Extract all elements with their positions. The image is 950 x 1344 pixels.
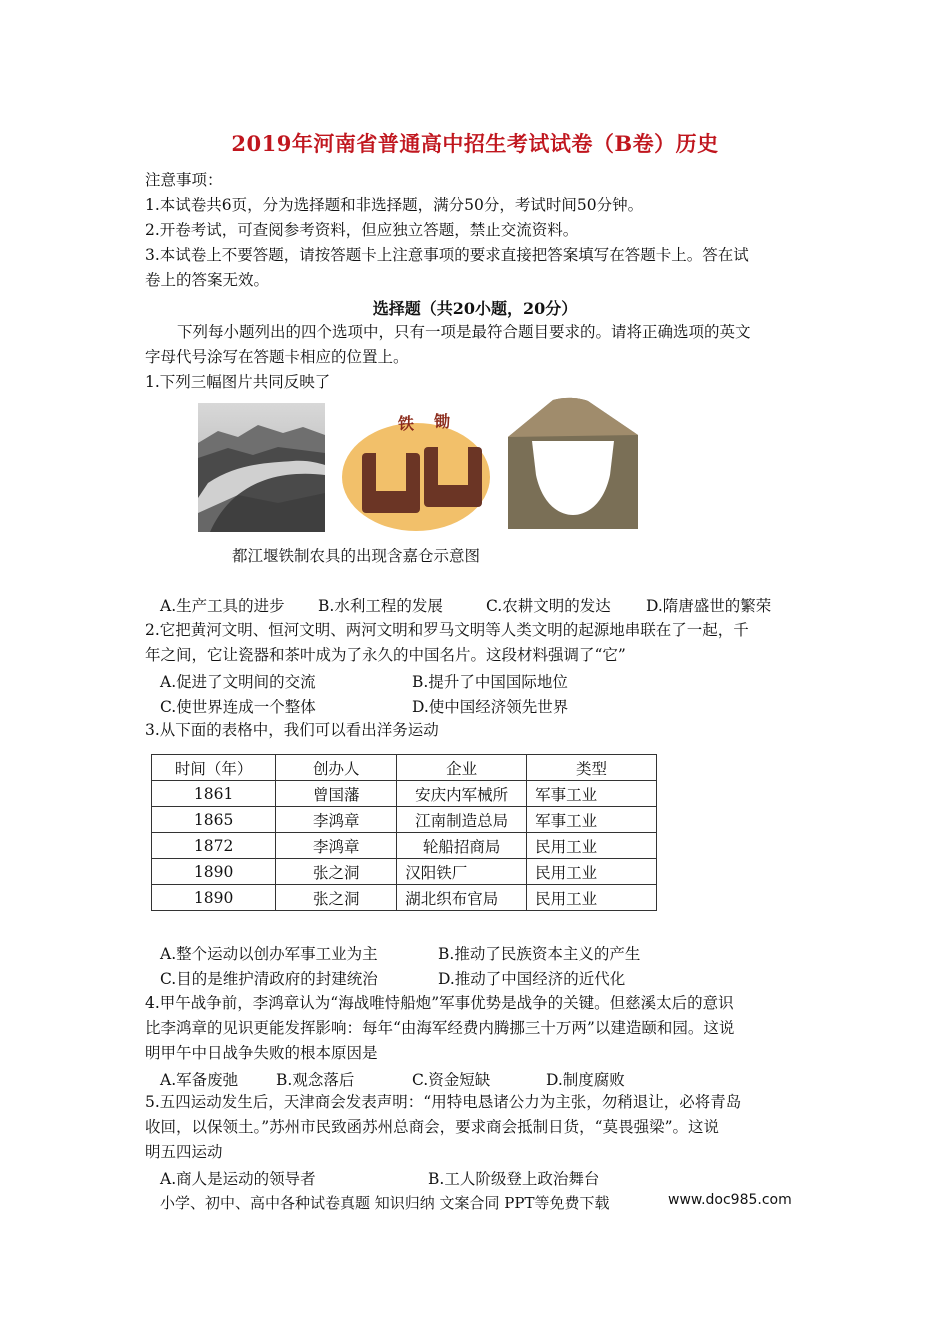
yangwu-table <box>151 754 657 911</box>
question-1-stem: 1.下列三幅图片共同反映了 <box>145 373 331 391</box>
q5-option-a: A.商人是运动的领导者 <box>160 1170 316 1188</box>
table-row <box>152 833 657 859</box>
question-5-stem: 收回，以保领土。”苏州市民致函苏州总商会，要求商会抵制日货，“莫畏强梁”。这说 <box>145 1118 720 1136</box>
q1-option-a: A.生产工具的进步 <box>160 597 285 615</box>
table-cell: 李鸿章 <box>276 807 397 833</box>
section-intro: 下列每小题列出的四个选项中，只有一项是最符合题目要求的。请将正确选项的英文 <box>177 323 751 341</box>
table-header-row <box>152 755 657 781</box>
table-cell: 军事工业 <box>527 807 657 833</box>
table-cell: 民用工业 <box>527 885 657 911</box>
question-5-stem: 5.五四运动发生后，天津商会发表声明：“用特电恳诸公力为主张，勿稍退让，必将青岛 <box>145 1093 742 1111</box>
q4-option-a: A.军备废弛 <box>160 1071 239 1089</box>
hanjia-granary-diagram <box>508 397 638 529</box>
q3-option-a: A.整个运动以创办军事工业为主 <box>160 945 378 963</box>
note-item: 卷上的答案无效。 <box>145 271 270 289</box>
table-cell: 汉阳铁厂 <box>397 859 527 885</box>
question-2-stem: 2.它把黄河文明、恒河文明、两河文明和罗马文明等人类文明的起源地串联在了一起，千 <box>145 621 749 639</box>
table-cell: 1890 <box>152 885 276 911</box>
question-4-stem: 比李鸿章的见识更能发挥影响：每年“由海军经费内腾挪三十万两”以建造颐和园。这说 <box>145 1019 735 1037</box>
table-cell: 民用工业 <box>527 859 657 885</box>
q2-option-d: D.使中国经济领先世界 <box>412 698 569 716</box>
table-row <box>152 859 657 885</box>
q3-option-c: C.目的是维护清政府的封建统治 <box>160 970 378 988</box>
q3-option-b: B.推动了民族资本主义的产生 <box>438 945 641 963</box>
question-4-stem: 明甲午中日战争失败的根本原因是 <box>145 1044 378 1062</box>
question-5-stem: 明五四运动 <box>145 1143 223 1161</box>
q2-option-a: A.促进了文明间的交流 <box>160 673 316 691</box>
table-row <box>152 781 657 807</box>
note-item: 3.本试卷上不要答题，请按答题卡上注意事项的要求直接把答案填写在答题卡上。答在试 <box>145 246 749 264</box>
note-item: 1.本试卷共6页，分为选择题和非选择题，满分50分，考试时间50分钟。 <box>145 196 644 214</box>
footer-link[interactable]: www.doc985.com <box>668 1192 792 1208</box>
footer-text: 小学、初中、高中各种试卷真题 知识归纳 文案合同 PPT等免费下载 <box>160 1194 610 1212</box>
question-3-stem: 3.从下面的表格中，我们可以看出洋务运动 <box>145 721 439 739</box>
table-header: 企业 <box>397 755 527 781</box>
table-cell: 湖北织布官局 <box>397 885 527 911</box>
q3-option-d: D.推动了中国经济的近代化 <box>438 970 626 988</box>
table-cell: 1890 <box>152 859 276 885</box>
question-4-stem: 4.甲午战争前，李鸿章认为“海战唯恃船炮”军事优势是战争的关键。但慈溪太后的意识 <box>145 994 734 1012</box>
table-cell: 江南制造总局 <box>397 807 527 833</box>
q5-option-b: B.工人阶级登上政治舞台 <box>428 1170 600 1188</box>
table-cell: 曾国藩 <box>276 781 397 807</box>
iron-hoe-illustration <box>340 405 492 533</box>
table-cell: 安庆内军械所 <box>397 781 527 807</box>
q2-option-c: C.使世界连成一个整体 <box>160 698 316 716</box>
table-cell: 张之洞 <box>276 859 397 885</box>
table-header: 创办人 <box>276 755 397 781</box>
table-cell: 民用工业 <box>527 833 657 859</box>
table-row <box>152 807 657 833</box>
table-row <box>152 885 657 911</box>
table-cell: 军事工业 <box>527 781 657 807</box>
q1-option-b: B.水利工程的发展 <box>318 597 443 615</box>
question-2-stem: 年之间，它让瓷器和茶叶成为了永久的中国名片。这段材料强调了“它” <box>145 646 626 664</box>
q4-option-b: B.观念落后 <box>276 1071 355 1089</box>
note-item: 2.开卷考试，可查阅参考资料，但应独立答题，禁止交流资料。 <box>145 221 579 239</box>
table-cell: 李鸿章 <box>276 833 397 859</box>
notes-heading: 注意事项： <box>145 171 223 189</box>
q1-option-c: C.农耕文明的发达 <box>486 597 611 615</box>
svg-text:锄: 锄 <box>434 412 451 431</box>
page-title: 2019年河南省普通高中招生考试试卷（B卷）历史 <box>231 131 719 156</box>
table-header: 时间（年） <box>152 755 276 781</box>
table-cell: 1865 <box>152 807 276 833</box>
question-1-caption: 都江堰铁制农具的出现含嘉仓示意图 <box>232 547 481 565</box>
section-heading: 选择题（共20小题，20分） <box>372 299 578 318</box>
q1-option-d: D.隋唐盛世的繁荣 <box>646 597 772 615</box>
q4-option-c: C.资金短缺 <box>412 1071 491 1089</box>
table-cell: 轮船招商局 <box>397 833 527 859</box>
table-cell: 1861 <box>152 781 276 807</box>
table-header: 类型 <box>527 755 657 781</box>
svg-text:铁: 铁 <box>398 414 415 433</box>
q2-option-b: B.提升了中国国际地位 <box>412 673 568 691</box>
dujiangyan-photo <box>198 403 325 532</box>
section-intro: 字母代号涂写在答题卡相应的位置上。 <box>145 348 409 366</box>
table-cell: 1872 <box>152 833 276 859</box>
q4-option-d: D.制度腐败 <box>546 1071 625 1089</box>
table-cell: 张之洞 <box>276 885 397 911</box>
